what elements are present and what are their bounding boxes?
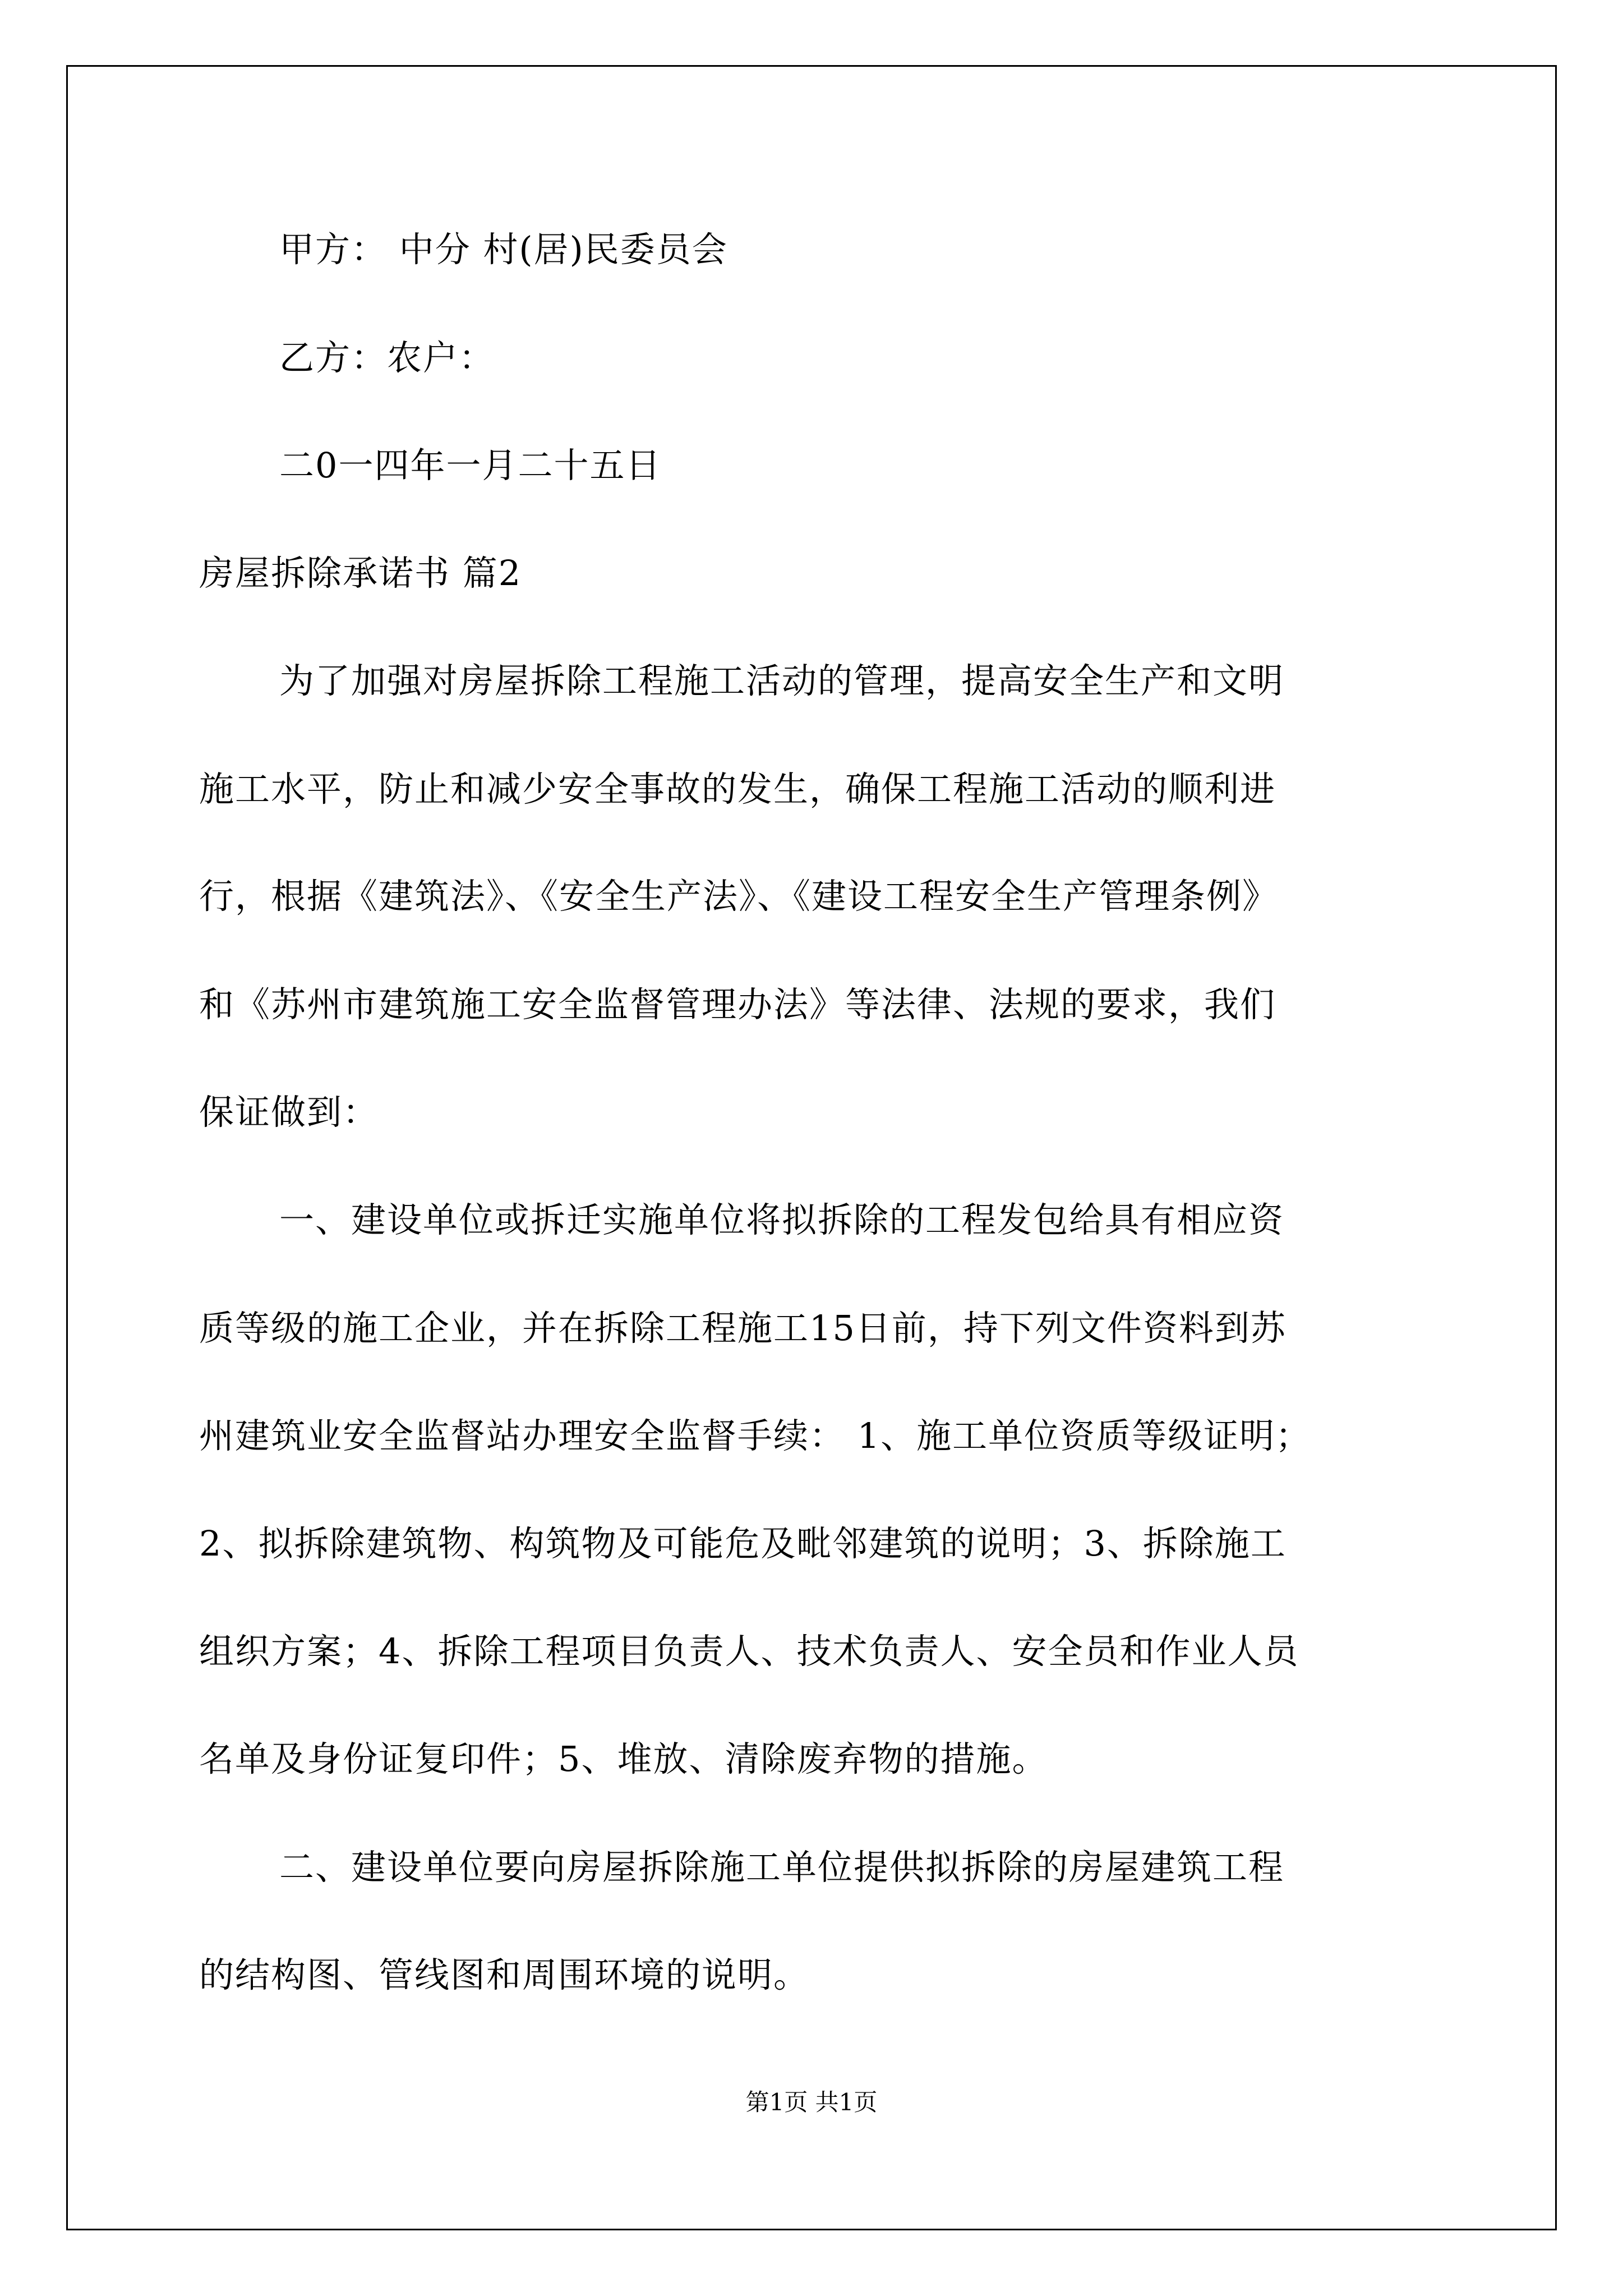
paragraph-1-line-3: 行，根据《建筑法》、《安全生产法》、《建设工程安全生产管理条例》 (199, 876, 1279, 917)
date-line: 二0一四年一月二十五日 (279, 445, 662, 486)
paragraph-1-line-1: 为了加强对房屋拆除工程施工活动的管理，提高安全生产和文明 (279, 660, 1285, 701)
party-a-line: 甲方： 中分 村(居)民委员会 (279, 229, 728, 270)
paragraph-1-line-5: 保证做到： (199, 1092, 379, 1133)
paragraph-2-line-2: 质等级的施工企业，并在拆除工程施工15日前，持下列文件资料到苏 (199, 1308, 1287, 1349)
paragraph-2-line-5: 组织方案；4、拆除工程项目负责人、技术负责人、安全员和作业人员 (199, 1631, 1299, 1672)
paragraph-3-line-1: 二、建设单位要向房屋拆除施工单位提供拟拆除的房屋建筑工程 (279, 1847, 1285, 1888)
paragraph-1-line-4: 和《苏州市建筑施工安全监督管理办法》等法律、法规的要求，我们 (199, 984, 1276, 1025)
page-number-footer: 第1页 共1页 (745, 2088, 878, 2116)
paragraph-2-line-1: 一、建设单位或拆迁实施单位将拟拆除的工程发包给具有相应资 (279, 1199, 1285, 1240)
paragraph-3-line-2: 的结构图、管线图和周围环境的说明。 (199, 1954, 810, 1995)
page-border (66, 65, 1557, 2230)
paragraph-2-line-6: 名单及身份证复印件；5、堆放、清除废弃物的措施。 (199, 1738, 1048, 1779)
section-heading: 房屋拆除承诺书 篇2 (199, 553, 522, 593)
paragraph-2-line-3: 州建筑业安全监督站办理安全监督手续： 1、施工单位资质等级证明； (199, 1415, 1312, 1456)
paragraph-2-line-4: 2、拟拆除建筑物、构筑物及可能危及毗邻建筑的说明；3、拆除施工 (199, 1523, 1287, 1564)
paragraph-1-line-2: 施工水平，防止和减少安全事故的发生，确保工程施工活动的顺利进 (199, 769, 1276, 809)
party-b-line: 乙方：农户： (279, 337, 495, 378)
